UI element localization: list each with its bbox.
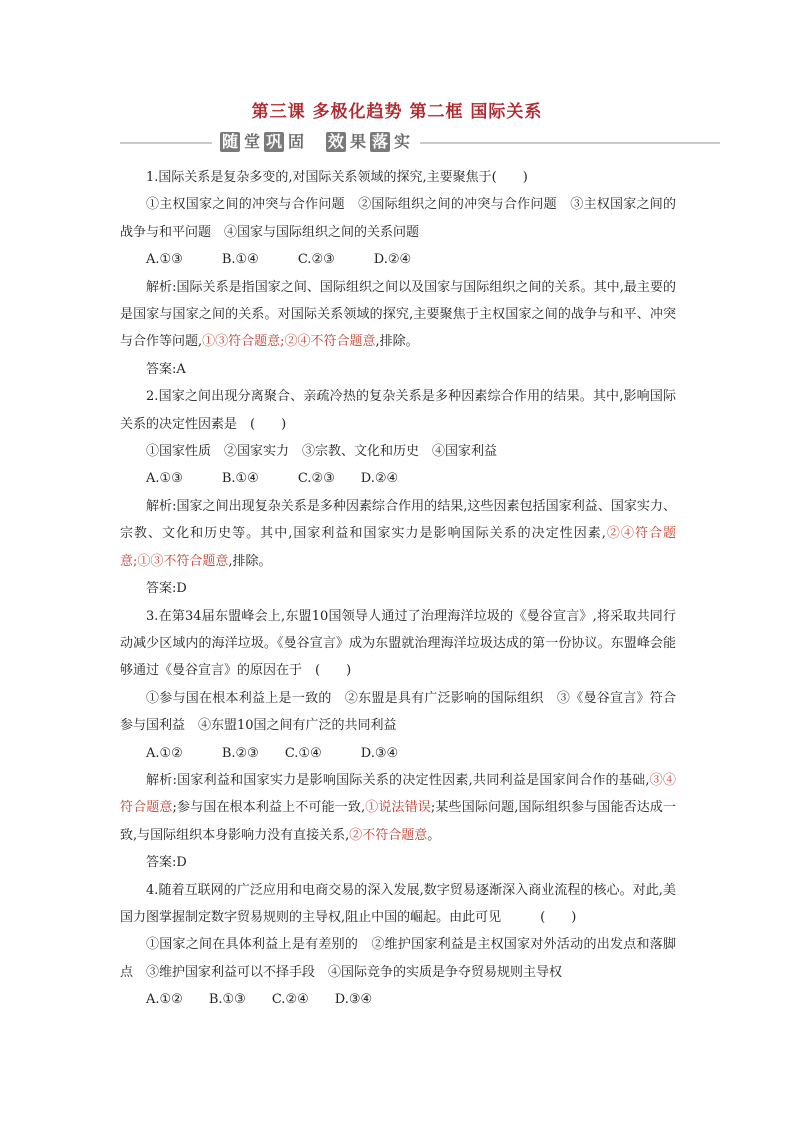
- question-list: [120, 164, 676, 1014]
- analysis-highlight: ②不符合题意: [349, 827, 428, 843]
- question-options: ①主权国家之间的冲突与合作问题 ②国际组织之间的冲突与合作问题 ③主权国家之间的战争与和平问题 ④国家与国际组织之间的关系问题: [120, 197, 676, 240]
- question-choices: A.①③ B.①④ C.②③ D.②④: [146, 471, 399, 487]
- question-stem: 3.在第34届东盟峰会上,东盟10国领导人通过了治理海洋垃圾的《曼谷宣言》,将采取共同行动减少区域内的海洋垃圾。《曼谷宣言》成为东盟就治理海洋垃圾达成的第一份协议。东盟峰会能够通过《曼谷宣言》的原因在于 ( ): [120, 608, 676, 679]
- banner-phrase-left: [220, 132, 306, 152]
- analysis-highlight: ②④符合题意;①③不符合题意: [120, 526, 676, 569]
- analysis-highlight: ①③符合题意;②④不符合题意: [202, 334, 376, 350]
- question-analysis: [120, 274, 676, 356]
- question-stem: 4.随着互联网的广泛应用和电商交易的深入发展,数字贸易逐渐深入商业流程的核心。对此,美国力图掌握制定数字贸易规则的主导权,阻止中国的崛起。由此可见 ( ): [120, 882, 676, 925]
- question-stem: 2.国家之间出现分离聚合、亲疏冷热的复杂关系是多种因素综合作用的结果。其中,影响国际关系的决定性因素是 ( ): [120, 389, 676, 432]
- analysis-highlight: ①说法错误: [365, 800, 431, 816]
- analysis-text: ,排除。: [228, 553, 272, 569]
- banner-char: 巩: [265, 132, 282, 151]
- banner-char: 随: [221, 132, 238, 151]
- banner-char: 固: [287, 132, 304, 151]
- analysis-text: 解析:国家之间出现复杂关系是多种因素综合作用的结果,这些因素包括国家利益、国家实力、宗教、文化和历史等。其中,国家利益和国家实力是影响国际关系的决定性因素,: [120, 498, 676, 542]
- banner-char: 堂: [243, 132, 260, 151]
- question-answer: 答案:D: [146, 855, 187, 871]
- analysis-text: ;某些国际问题,国际组织参与国能否达成一致,与国际组织本身影响力没有直接关系,: [120, 800, 676, 843]
- question-stem: 1.国际关系是复杂多变的,对国际关系领域的探究,主要聚焦于( ): [146, 170, 528, 185]
- banner-phrase-right: [326, 132, 412, 152]
- question-choices: A.①② B.①③ C.②④ D.③④: [146, 992, 373, 1008]
- question-analysis: [120, 493, 676, 575]
- analysis-highlight: ③④符合题意: [120, 772, 676, 816]
- question-analysis: [120, 767, 676, 849]
- question-options: ①国家之间在具体利益上是有差别的 ②维护国家利益是主权国家对外活动的出发点和落脚点 ③维护国家利益可以不择手段 ④国际竞争的实质是争夺贸易规则主导权: [120, 937, 676, 980]
- question-answer: 答案:D: [146, 581, 187, 597]
- section-banner: [120, 132, 720, 154]
- analysis-text: 。: [427, 827, 441, 843]
- banner-char: 果: [349, 132, 366, 151]
- analysis-text: ;参与国在根本利益上不可能一致,: [172, 800, 366, 816]
- question-answer: 答案:A: [146, 361, 186, 377]
- question-options: ①国家性质 ②国家实力 ③宗教、文化和历史 ④国家利益: [146, 444, 498, 460]
- banner-rule-left: [120, 142, 212, 144]
- question-choices: A.①③ B.①④ C.②③ D.②④: [146, 252, 412, 268]
- banner-rule-right: [420, 142, 720, 144]
- page-title: 第三课 多极化趋势 第二框 国际关系: [251, 102, 543, 122]
- banner-char: 效: [327, 132, 344, 151]
- question-options: ①参与国在根本利益上是一致的 ②东盟是具有广泛影响的国际组织 ③《曼谷宣言》符合参与国利益 ④东盟10国之间有广泛的共同利益: [120, 690, 676, 734]
- analysis-text: 解析:国家利益和国家实力是影响国际关系的决定性因素,共同利益是国家间合作的基础,: [146, 772, 650, 788]
- question-choices: A.①② B.②③ C.①④ D.③④: [146, 745, 399, 761]
- banner-char: 实: [393, 132, 410, 151]
- analysis-text: 解析:国际关系是指国家之间、国际组织之间以及国家与国际组织之间的关系。其中,最主要的是国家与国家之间的关系。对国际关系领域的探究,主要聚焦于主权国家之间的战争与和平、冲突与合作等问题,: [120, 279, 676, 350]
- banner-char: 落: [371, 132, 388, 151]
- analysis-text: ,排除。: [375, 334, 419, 350]
